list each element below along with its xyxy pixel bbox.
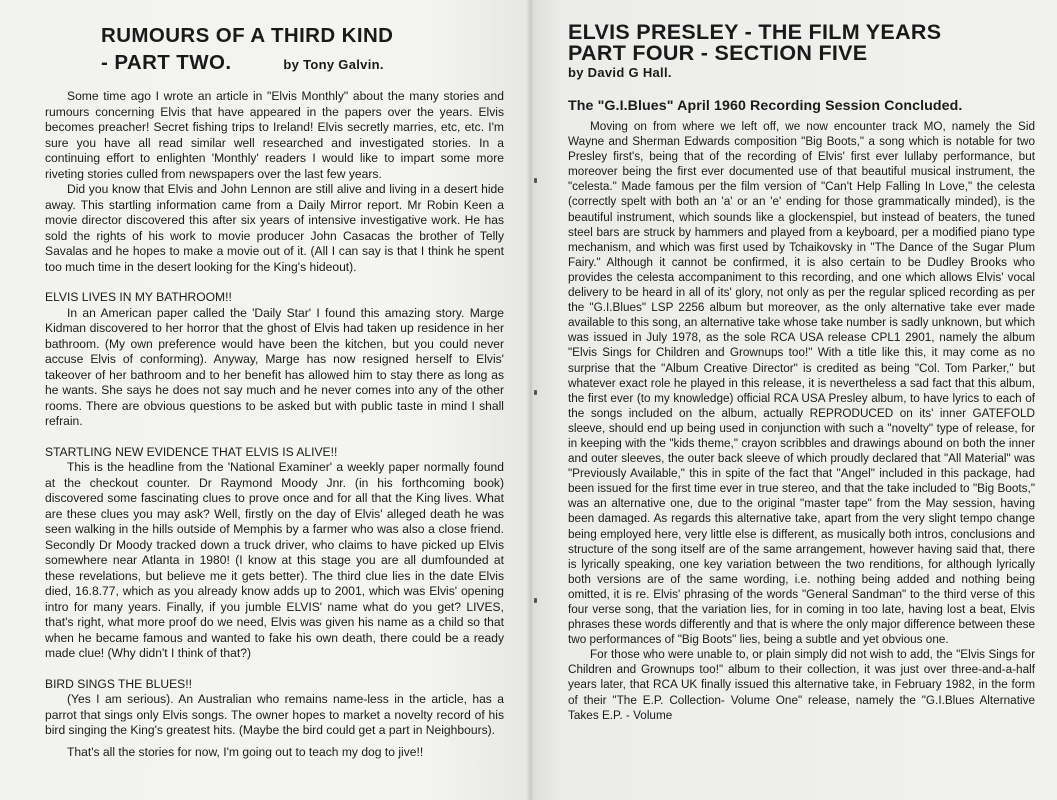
right-article-title [568, 22, 1035, 64]
left-byline: by Tony Galvin. [283, 57, 384, 72]
left-title-line1: RUMOURS OF A THIRD KIND [101, 24, 394, 47]
section-heading-bathroom: ELVIS LIVES IN MY BATHROOM!! [45, 290, 232, 304]
left-intro-paragraph: Did you know that Elvis and John Lennon are still alive and living in a desert hide away. This startling information came from a Daily Mirror report. Mr Robin Keen a movie director discovered this after six years of intensive investigative work. He has sold the rights of his work to movie producer John Casacas the brother of Telly Savalas and he hopes to make a movie out of it. (All I can say is that I think he spent too much time in the desert looking for the King's hideout). [45, 182, 504, 274]
right-subheading: The "G.I.Blues" April 1960 Recording Session Concluded. [568, 98, 963, 114]
right-title-line1: ELVIS PRESLEY - THE FILM YEARS [568, 20, 942, 44]
right-article-body [568, 119, 1035, 723]
left-article-title [101, 22, 504, 78]
page-gutter-shadow [526, 0, 534, 800]
section-text-bathroom: In an American paper called the 'Daily Star' I found this amazing story. Marge Kidman discovered to her horror that the ghost of Elvis had taken up residence in her bathroom. (My own preference would have been the kitchen, but you could never accuse Elvis of conforming). Anyway, Marge has now resigned herself to Elvis' takeover of her bathroom and to her benefit has allowed him to stay there as long as he wants. She says he does not say much and he never comes into any of the other rooms. There are obvious questions to be asked but with public taste in mind I shall refrain. [45, 305, 504, 428]
left-intro-paragraph: Some time ago I wrote an article in "Elvis Monthly" about the many stories and rumours concerning Elvis that have appeared in the papers over the years. Elvis becomes preacher! Secret fishing trips to Ireland! Elvis secretly marries, etc, etc. I'm sure you have all read similar well researched and investigated stories. In a continuing effort to enlighten 'Monthly' readers I would like to impart some more riveting stories culled from newspapers over the last few years. [45, 89, 504, 181]
right-title-line2: PART FOUR - SECTION FIVE [568, 41, 868, 65]
section-text-evidence: This is the headline from the 'National Examiner' a weekly paper normally found at the checkout counter. Dr Raymond Moody Jnr. (in his forthcoming book) discovered some fascinating clues to prove once and for all that the King lives. What are these clues you may ask? Well, firstly on the day of Elvis' alleged death he was seen walking in the hills outside of Memphis by a farmer who was also a close friend. Secondly Dr Moody tracked down a truck driver, who claims to have picked up Elvis somewhere near Atlanta in 1980! (I know at this stage you are all dumfounded at these revelations, but believe me it gets better). The third clue lies in the date Elvis died, 16.8.77, which as you already know adds up to 2001, which was Elvis' opening intro for many years. Finally, if you jumble ELVIS' name what do you get? LIVES, that's right, what more proof do we need, Elvis was given his name as a child so that when he became famous and wanted to fake his own death, there could be a ready made clue! (Why didn't I think of that?) [45, 460, 504, 660]
right-byline: by David G Hall. [568, 65, 672, 80]
binding-hole-mark [534, 178, 537, 183]
binding-hole-mark [534, 598, 537, 603]
section-text-bird: (Yes I am serious). An Australian who remains name-less in the article, has a parrot that sings only Elvis songs. The owner hopes to market a novelty record of his bird singing the King's greatest hits. (Maybe the bird could get a part in Neighbours). [45, 692, 504, 737]
closing-line: That's all the stories for now, I'm going out to teach my dog to jive!! [67, 744, 424, 759]
right-page [530, 0, 1057, 800]
right-paragraph: For those who were unable to, or plain simply did not wish to add, the "Elvis Sings for Children and Grownups too!" album to their collection, it was just over three-and-a-half years later, that RCA UK finally issued this alternative take, in February 1982, in the form of their "The E.P. Collection- Volume One" release, namely the "G.I.Blues Alternative Takes E.P. - Volume [568, 648, 1035, 722]
right-paragraph: Moving on from where we left off, we now encounter track MO, namely the Sid Wayne and Sherman Edwards composition "Big Boots," a song which is notable for two Presley first's, being that of the recording of Elvis' first ever lullaby performance, but moreover being the first ever documented use of that beautiful musical instrument, the "celesta." Made famous per the film version of "Can't Help Falling In Love," the celesta (correctly spelt with both an 'a' or an 'e' ending for those grammatically minded), is the beautiful instrument, which sounds like a glockenspiel, but instead of beaters, the tuned steel bars are struck by hammers and played from a keyboard, per a modified piano type mechanism, and which was first used by Tchaikovsky in "The Dance of the Sugar Plum Fairy." Although it cannot be confirmed, it is also certain to be Dudley Brooks who provides the celesta accompaniment to this recording, and one which allows Elvis' vocal delivery to be heard in all of its' glory, not only as per the regular spliced recording as per the "G.I.Blues" LSP 2256 album but moreover, as the only alternative take ever made available to this song, an alternative take whose take number is sadly unknown, but which was issued in July 1978, as the sole RCA USA release CPL1 2901, namely the album "Elvis Sings for Children and Grownups too!" With a title like this, it may come as no surprise that the "Album Creative Director" is credited as being "Col. Tom Parker," but whatever exact role he played in this release, it is nevertheless a sad fact that this album, the first ever (to my knowledge) official RCA USA Presley album, to have lyrics to each of the songs included on the album, actually REPRODUCED on its' inner GATEFOLD sleeve, should end up being used in conjunction with such a "novelty" type of release, for in keeping with the "kids theme," crayon scribbles and drawings abound on both the inner and outer sleeves, the outer back sleeve of which proudly declared that "All Material" was "Previously Available," this in spite of the fact that "Angel" included in this package, had been issued for the first time ever in true stereo, and that the take included to "Big Boots," was an alternative one, due to the original "master tape" from the May session, having been damaged. As regards this alternative take, apart from the very slight tempo change being employed here, very little else is different, as musically both intros, conclusions and structure of the song itself are of the same arrangement, however having said that, there is lyrically speaking, one key variation between the two renditions, for although lyrically both versions are of the same wording, i.e. nothing being added and nothing being omitted, it is re. Elvis' phrasing of the words "General Sandman" to the third verse of this four verse song, that the variation lies, for in coming in too late, having lost a beat, Elvis phrases these words differently and that is where the only major difference between these two performances of "Big Boots" lies, being a subtle and yet obvious one. [568, 120, 1036, 647]
binding-hole-mark [534, 390, 537, 395]
section-heading-evidence: STARTLING NEW EVIDENCE THAT ELVIS IS ALIVE!! [45, 444, 338, 459]
section-heading-bird: BIRD SINGS THE BLUES!! [45, 676, 192, 691]
left-title-line2: - PART TWO. [101, 51, 232, 74]
left-article-body [45, 89, 504, 760]
